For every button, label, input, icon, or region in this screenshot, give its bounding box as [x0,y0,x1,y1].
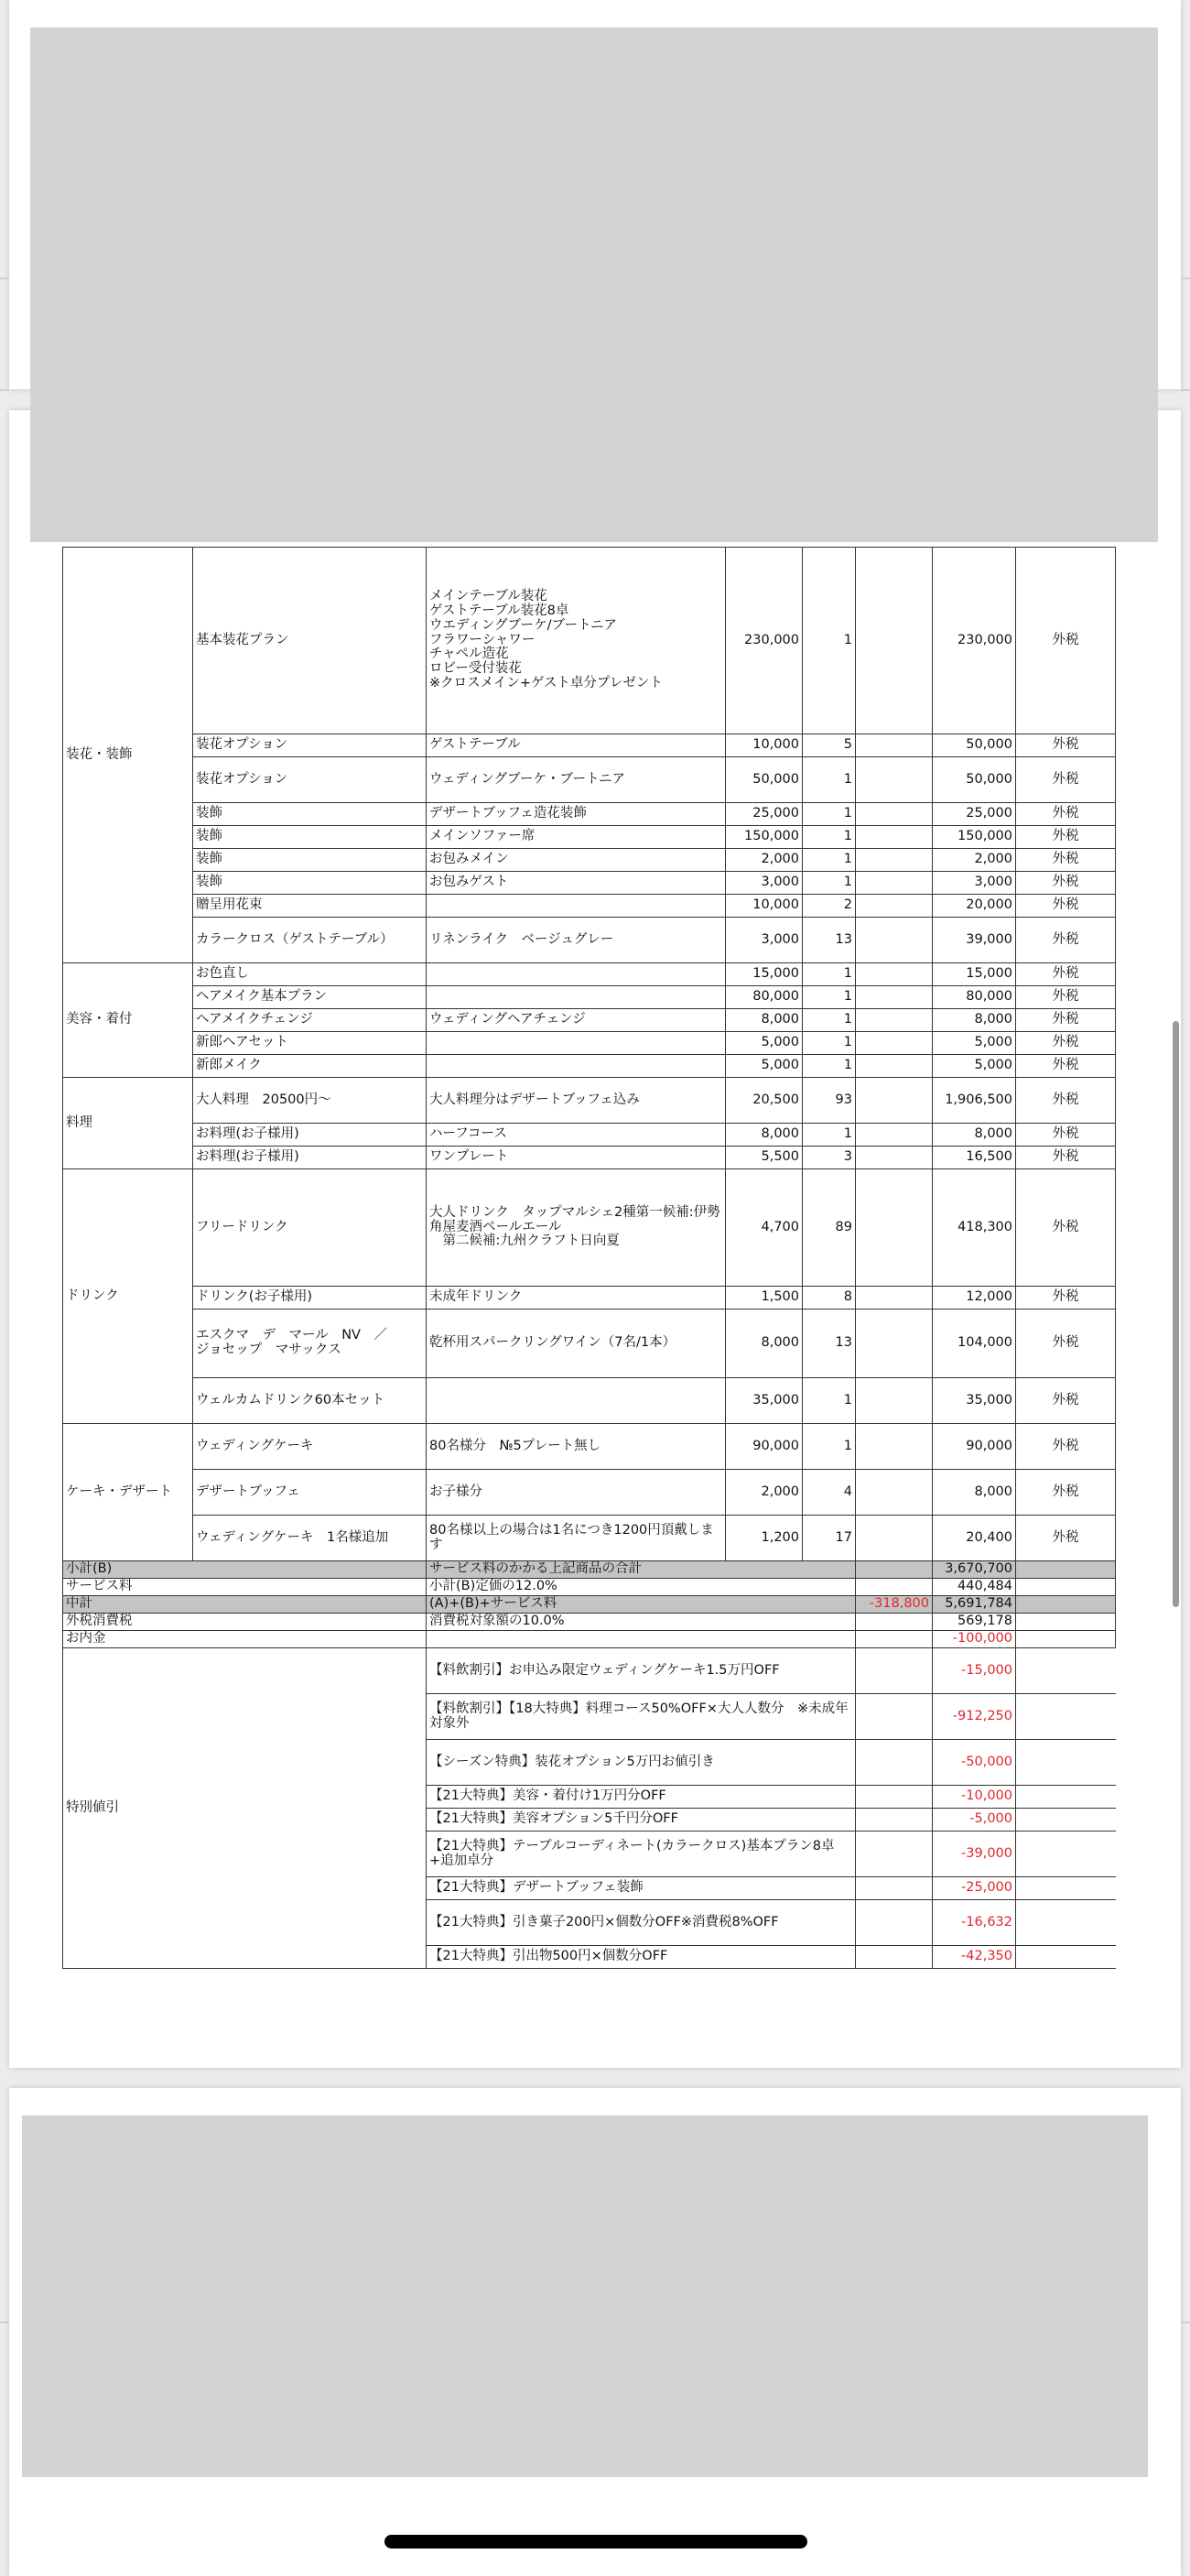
blank-cell [1016,1740,1116,1786]
unit-price-cell: 10,000 [726,734,803,757]
table-row [63,1516,1116,1561]
adjustment-cell [856,895,933,918]
summary-row [63,1596,1116,1614]
summary-adjustment [856,1614,933,1631]
quantity-cell: 1 [803,872,856,895]
adjustment-cell [856,1516,933,1561]
quantity-cell: 1 [803,963,856,986]
discount-description: 【シーズン特典】装花オプション5万円お値引き [427,1740,856,1786]
item-name-cell: 贈呈用花束 [193,895,427,918]
unit-price-cell: 15,000 [726,963,803,986]
description-cell [427,895,726,918]
adjustment-cell [856,963,933,986]
adjustment-cell [856,1946,933,1969]
blank-cell [1016,1694,1116,1740]
item-name-cell: お料理(お子様用) [193,1147,427,1169]
description-cell: メインソファー席 [427,826,726,849]
description-cell: 大人ドリンク タップマルシェ2種第一候補:伊勢角屋麦酒ペールエール 第二候補:九州クラフト日向夏 [427,1169,726,1287]
table-row [63,918,1116,963]
quantity-cell: 1 [803,757,856,803]
amount-cell: 230,000 [933,548,1016,734]
page-edge-line [1181,389,1190,391]
unit-price-cell: 5,000 [726,1055,803,1078]
table-row [63,826,1116,849]
description-cell: メインテーブル装花 ゲストテーブル装花8卓 ウエディングブーケ/ブートニア フラワーシャワー チャペル造花 ロビー受付装花 ※クロスメイン+ゲスト卓分プレゼント [427,548,726,734]
item-name-cell: ドリンク(お子様用) [193,1287,427,1310]
amount-cell: 2,000 [933,849,1016,872]
summary-row [63,1614,1116,1631]
blank-cell [1016,1809,1116,1831]
amount-cell: 20,400 [933,1516,1016,1561]
discount-amount: -15,000 [933,1648,1016,1694]
table-row [63,803,1116,826]
table-row [63,1147,1116,1169]
description-cell: お包みゲスト [427,872,726,895]
unit-price-cell: 25,000 [726,803,803,826]
item-name-cell: 新郎メイク [193,1055,427,1078]
amount-cell: 12,000 [933,1287,1016,1310]
amount-cell: 25,000 [933,803,1016,826]
estimate-table [62,547,1116,1969]
item-name-cell: ウェディングケーキ 1名様追加 [193,1516,427,1561]
table-row [63,1470,1116,1516]
table-row [63,1032,1116,1055]
adjustment-cell [856,803,933,826]
unit-price-cell: 90,000 [726,1424,803,1470]
adjustment-cell [856,1124,933,1147]
description-cell: 80名様以上の場合は1名につき1200円頂戴します [427,1516,726,1561]
item-name-cell: フリードリンク [193,1169,427,1287]
item-name-cell: 装花オプション [193,734,427,757]
adjustment-cell [856,757,933,803]
unit-price-cell: 80,000 [726,986,803,1009]
adjustment-cell [856,1470,933,1516]
summary-adjustment [856,1631,933,1648]
description-cell: デザートブッフェ造花装飾 [427,803,726,826]
adjustment-cell [856,1310,933,1378]
adjustment-cell [856,1424,933,1470]
summary-amount: 3,670,700 [933,1561,1016,1579]
amount-cell: 418,300 [933,1169,1016,1287]
description-cell: お包みメイン [427,849,726,872]
item-name-cell: 装飾 [193,803,427,826]
amount-cell: 50,000 [933,757,1016,803]
summary-label: お内金 [63,1631,427,1648]
adjustment-cell [856,1900,933,1946]
tax-type-cell: 外税 [1016,1055,1116,1078]
table-row [63,734,1116,757]
discount-amount: -50,000 [933,1740,1016,1786]
unit-price-cell: 1,500 [726,1287,803,1310]
item-name-cell: 装花オプション [193,757,427,803]
amount-cell: 35,000 [933,1378,1016,1424]
quantity-cell: 2 [803,895,856,918]
tax-type-cell: 外税 [1016,1516,1116,1561]
adjustment-cell [856,1648,933,1694]
amount-cell: 90,000 [933,1424,1016,1470]
amount-cell: 80,000 [933,986,1016,1009]
amount-cell: 104,000 [933,1310,1016,1378]
blank-cell [1016,1946,1116,1969]
summary-amount: -100,000 [933,1631,1016,1648]
table-row [63,1124,1116,1147]
tax-type-cell: 外税 [1016,1078,1116,1124]
blank-cell [1016,1877,1116,1900]
quantity-cell: 1 [803,1424,856,1470]
item-name-cell: ヘアメイクチェンジ [193,1009,427,1032]
amount-cell: 20,000 [933,895,1016,918]
discount-amount: -912,250 [933,1694,1016,1740]
adjustment-cell [856,1378,933,1424]
discount-amount: -16,632 [933,1900,1016,1946]
category-cell: ケーキ・デザート [63,1424,193,1561]
description-cell [427,1055,726,1078]
adjustment-cell [856,1694,933,1740]
description-cell [427,1032,726,1055]
description-cell: ウェディングブーケ・ブートニア [427,757,726,803]
item-name-cell: カラークロス（ゲストテーブル） [193,918,427,963]
discount-description: 【料飲割引】【18大特典】料理コース50%OFF×大人人数分 ※未成年対象外 [427,1694,856,1740]
category-cell: ドリンク [63,1169,193,1424]
discount-label: 特別値引 [63,1648,427,1969]
adjustment-cell [856,1009,933,1032]
item-name-cell: 基本装花プラン [193,548,427,734]
page-edge-line [1181,2321,1190,2323]
tax-type-cell [1016,1596,1116,1614]
discount-amount: -25,000 [933,1877,1016,1900]
tax-type-cell: 外税 [1016,1310,1116,1378]
tax-type-cell: 外税 [1016,1287,1116,1310]
tax-type-cell: 外税 [1016,734,1116,757]
summary-row [63,1579,1116,1596]
unit-price-cell: 5,500 [726,1147,803,1169]
tax-type-cell: 外税 [1016,548,1116,734]
discount-description: 【21大特典】引き菓子200円×個数分OFF※消費税8%OFF [427,1900,856,1946]
unit-price-cell: 8,000 [726,1009,803,1032]
description-cell: 未成年ドリンク [427,1287,726,1310]
quantity-cell: 1 [803,1378,856,1424]
table-row [63,1055,1116,1078]
adjustment-cell [856,1287,933,1310]
amount-cell: 8,000 [933,1470,1016,1516]
unit-price-cell: 10,000 [726,895,803,918]
adjustment-cell [856,1078,933,1124]
summary-amount: 5,691,784 [933,1596,1016,1614]
table-row [63,1078,1116,1124]
description-cell: ゲストテーブル [427,734,726,757]
adjustment-cell [856,986,933,1009]
unit-price-cell: 50,000 [726,757,803,803]
summary-adjustment [856,1579,933,1596]
adjustment-cell [856,548,933,734]
summary-note: 小計(B)定価の12.0% [427,1579,856,1596]
tax-type-cell: 外税 [1016,1378,1116,1424]
discount-description: 【21大特典】美容・着付け1万円分OFF [427,1786,856,1809]
table-row [63,1378,1116,1424]
table-row [63,895,1116,918]
page-edge-line [1181,277,1190,279]
table-row [63,986,1116,1009]
redacted-area [22,2115,1148,2477]
category-cell: 美容・着付 [63,963,193,1078]
blank-cell [1016,1831,1116,1877]
unit-price-cell: 2,000 [726,849,803,872]
page-edge-line [0,277,9,279]
tax-type-cell: 外税 [1016,826,1116,849]
tax-type-cell: 外税 [1016,1470,1116,1516]
amount-cell: 150,000 [933,826,1016,849]
adjustment-cell [856,872,933,895]
tax-type-cell: 外税 [1016,963,1116,986]
tax-type-cell: 外税 [1016,1147,1116,1169]
table-row [63,548,1116,734]
quantity-cell: 3 [803,1147,856,1169]
unit-price-cell: 35,000 [726,1378,803,1424]
item-name-cell: お料理(お子様用) [193,1124,427,1147]
unit-price-cell: 8,000 [726,1124,803,1147]
tax-type-cell: 外税 [1016,895,1116,918]
amount-cell: 8,000 [933,1009,1016,1032]
category-cell: 料理 [63,1078,193,1169]
page-edge-line [0,2321,9,2323]
description-cell: リネンライク ベージュグレー [427,918,726,963]
page-edge-line [0,389,9,391]
summary-amount: 569,178 [933,1614,1016,1631]
blank-cell [1016,1900,1116,1946]
table-row [63,849,1116,872]
quantity-cell: 5 [803,734,856,757]
amount-cell: 1,906,500 [933,1078,1016,1124]
summary-label: 外税消費税 [63,1614,427,1631]
tax-type-cell: 外税 [1016,757,1116,803]
unit-price-cell: 1,200 [726,1516,803,1561]
quantity-cell: 1 [803,1009,856,1032]
discount-description: 【料飲割引】お申込み限定ウェディングケーキ1.5万円OFF [427,1648,856,1694]
adjustment-cell [856,1032,933,1055]
item-name-cell: 装飾 [193,826,427,849]
amount-cell: 8,000 [933,1124,1016,1147]
tax-type-cell [1016,1614,1116,1631]
amount-cell: 50,000 [933,734,1016,757]
item-name-cell: デザートブッフェ [193,1470,427,1516]
summary-note: サービス料のかかる上記商品の合計 [427,1561,856,1579]
amount-cell: 5,000 [933,1055,1016,1078]
tax-type-cell: 外税 [1016,918,1116,963]
redacted-area [30,27,1158,542]
summary-label: 中計 [63,1596,427,1614]
discount-amount: -42,350 [933,1946,1016,1969]
quantity-cell: 1 [803,1124,856,1147]
tax-type-cell [1016,1561,1116,1579]
description-cell: 大人料理分はデザートブッフェ込み [427,1078,726,1124]
tax-type-cell [1016,1579,1116,1596]
table-row [63,1424,1116,1470]
summary-note: 消費税対象額の10.0% [427,1614,856,1631]
quantity-cell: 13 [803,1310,856,1378]
blank-cell [1016,1648,1116,1694]
table-row [63,1287,1116,1310]
discount-amount: -39,000 [933,1831,1016,1877]
table-row [63,872,1116,895]
tax-type-cell: 外税 [1016,1032,1116,1055]
adjustment-cell [856,1809,933,1831]
description-cell: ウェディングヘアチェンジ [427,1009,726,1032]
table-row [63,1169,1116,1287]
item-name-cell: 新郎ヘアセット [193,1032,427,1055]
blank-cell [1016,1786,1116,1809]
summary-note [427,1631,856,1648]
quantity-cell: 17 [803,1516,856,1561]
scrollbar-thumb[interactable] [1173,1021,1179,1607]
quantity-cell: 1 [803,548,856,734]
unit-price-cell: 230,000 [726,548,803,734]
tax-type-cell [1016,1631,1116,1648]
item-name-cell: 装飾 [193,872,427,895]
discount-description: 【21大特典】美容オプション5千円分OFF [427,1809,856,1831]
quantity-cell: 4 [803,1470,856,1516]
unit-price-cell: 20,500 [726,1078,803,1124]
quantity-cell: 1 [803,803,856,826]
description-cell [427,1378,726,1424]
item-name-cell: ヘアメイク基本プラン [193,986,427,1009]
summary-label: サービス料 [63,1579,427,1596]
quantity-cell: 8 [803,1287,856,1310]
tax-type-cell: 外税 [1016,1169,1116,1287]
table-row [63,757,1116,803]
table-row [63,1009,1116,1032]
unit-price-cell: 3,000 [726,872,803,895]
description-cell [427,986,726,1009]
summary-label: 小計(B) [63,1561,427,1579]
discount-description: 【21大特典】引出物500円×個数分OFF [427,1946,856,1969]
quantity-cell: 1 [803,986,856,1009]
unit-price-cell: 5,000 [726,1032,803,1055]
amount-cell: 39,000 [933,918,1016,963]
discount-amount: -10,000 [933,1786,1016,1809]
adjustment-cell [856,1169,933,1287]
item-name-cell: 大人料理 20500円〜 [193,1078,427,1124]
tax-type-cell: 外税 [1016,1124,1116,1147]
adjustment-cell [856,1740,933,1786]
quantity-cell: 1 [803,1032,856,1055]
description-cell [427,963,726,986]
amount-cell: 3,000 [933,872,1016,895]
tax-type-cell: 外税 [1016,1009,1116,1032]
discount-row [63,1648,1116,1694]
summary-amount: 440,484 [933,1579,1016,1596]
quantity-cell: 1 [803,1055,856,1078]
tax-type-cell: 外税 [1016,803,1116,826]
discount-amount: -5,000 [933,1809,1016,1831]
amount-cell: 5,000 [933,1032,1016,1055]
amount-cell: 16,500 [933,1147,1016,1169]
description-cell: ハーフコース [427,1124,726,1147]
item-name-cell: ウェルカムドリンク60本セット [193,1378,427,1424]
adjustment-cell [856,1786,933,1809]
table-row [63,963,1116,986]
adjustment-cell [856,1877,933,1900]
discount-description: 【21大特典】デザートブッフェ装飾 [427,1877,856,1900]
adjustment-cell [856,826,933,849]
category-cell: 装花・装飾 [63,548,193,963]
quantity-cell: 89 [803,1169,856,1287]
quantity-cell: 1 [803,849,856,872]
description-cell: お子様分 [427,1470,726,1516]
table-row [63,1310,1116,1378]
item-name-cell: ウェディングケーキ [193,1424,427,1470]
adjustment-cell [856,849,933,872]
summary-row [63,1631,1116,1648]
quantity-cell: 93 [803,1078,856,1124]
unit-price-cell: 3,000 [726,918,803,963]
summary-adjustment: -318,800 [856,1596,933,1614]
quantity-cell: 13 [803,918,856,963]
item-name-cell: エスクマ デ マール NV ／ ジョセップ マサックス [193,1310,427,1378]
tax-type-cell: 外税 [1016,1424,1116,1470]
unit-price-cell: 2,000 [726,1470,803,1516]
item-name-cell: お色直し [193,963,427,986]
description-cell: 80名様分 №5プレート無し [427,1424,726,1470]
description-cell: 乾杯用スパークリングワイン（7名/1本） [427,1310,726,1378]
tax-type-cell: 外税 [1016,986,1116,1009]
tax-type-cell: 外税 [1016,872,1116,895]
unit-price-cell: 150,000 [726,826,803,849]
summary-row [63,1561,1116,1579]
discount-description: 【21大特典】テーブルコーディネート(カラークロス)基本プラン8卓+追加卓分 [427,1831,856,1877]
unit-price-cell: 4,700 [726,1169,803,1287]
quantity-cell: 1 [803,826,856,849]
adjustment-cell [856,734,933,757]
unit-price-cell: 8,000 [726,1310,803,1378]
summary-adjustment [856,1561,933,1579]
adjustment-cell [856,1147,933,1169]
amount-cell: 15,000 [933,963,1016,986]
item-name-cell: 装飾 [193,849,427,872]
adjustment-cell [856,1831,933,1877]
adjustment-cell [856,918,933,963]
home-indicator [384,2535,807,2549]
adjustment-cell [856,1055,933,1078]
tax-type-cell: 外税 [1016,849,1116,872]
description-cell: ワンプレート [427,1147,726,1169]
summary-note: (A)+(B)+サービス料 [427,1596,856,1614]
